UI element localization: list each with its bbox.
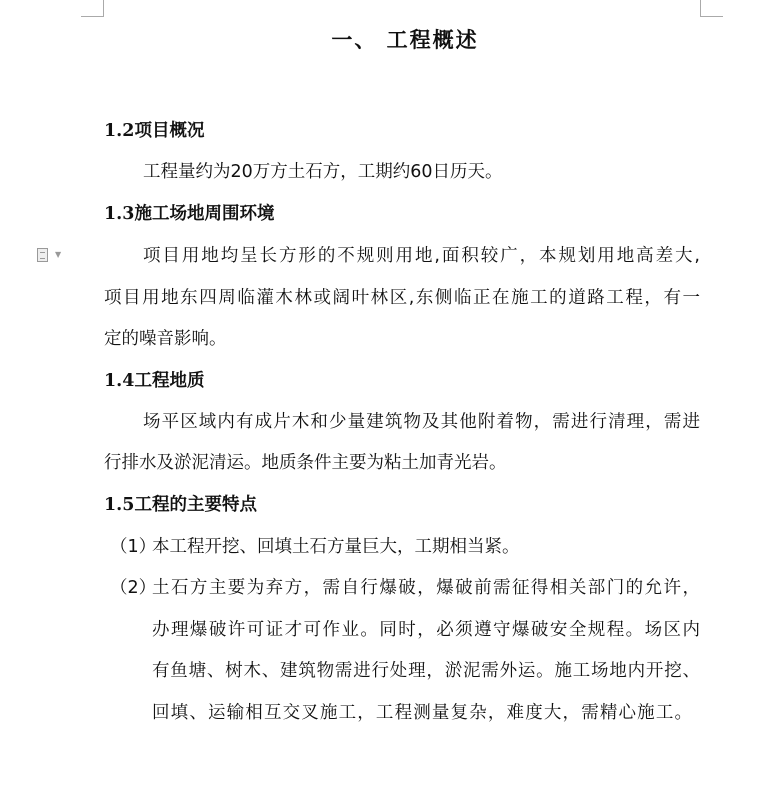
list-item-line: 土石方主要为弃方，需自行爆破，爆破前需征得相关部门的允许， <box>152 578 700 598</box>
section-heading: 1.5工程的主要特点 <box>104 495 257 515</box>
list-item-line: 有鱼塘、树木、建筑物需进行处理，淤泥需外运。施工场地内开挖、 <box>152 661 700 681</box>
page-corner-mark-left <box>81 0 104 17</box>
page-corner-mark-right <box>700 0 723 17</box>
list-marker: （1） <box>110 537 157 557</box>
paragraph-line: 行排水及淤泥清运。地质条件主要为粘土加青光岩。 <box>104 453 507 473</box>
paragraph-line: 定的噪音影响。 <box>104 329 227 349</box>
section-heading: 1.3施工场地周围环境 <box>104 204 275 224</box>
list-marker: （2） <box>110 578 157 598</box>
paragraph-line: 工程量约为20万方土石方，工期约60日历天。 <box>143 162 503 182</box>
paragraph-line: 项目用地均呈长方形的不规则用地,面积较广，本规划用地高差大, <box>143 246 700 266</box>
paragraph-line: 场平区域内有成片木和少量建筑物及其他附着物，需进行清理，需进 <box>143 412 700 432</box>
section-heading: 1.4工程地质 <box>104 371 205 391</box>
list-item-line: 本工程开挖、回填土石方量巨大，工期相当紧。 <box>152 537 520 557</box>
chevron-down-icon[interactable]: ▼ <box>55 250 62 259</box>
list-item-line: 办理爆破许可证才可作业。同时，必须遵守爆破安全规程。场区内 <box>152 620 700 640</box>
paragraph-line: 项目用地东四周临灌木林或阔叶林区,东侧临正在施工的道路工程，有一 <box>104 288 700 308</box>
section-heading: 1.2项目概况 <box>104 121 205 141</box>
chapter-title: 一、 工程概述 <box>331 27 479 52</box>
paragraph-layout-icon[interactable] <box>37 248 48 262</box>
list-item-line: 回填、运输相互交叉施工，工程测量复杂，难度大，需精心施工。 <box>152 703 692 723</box>
